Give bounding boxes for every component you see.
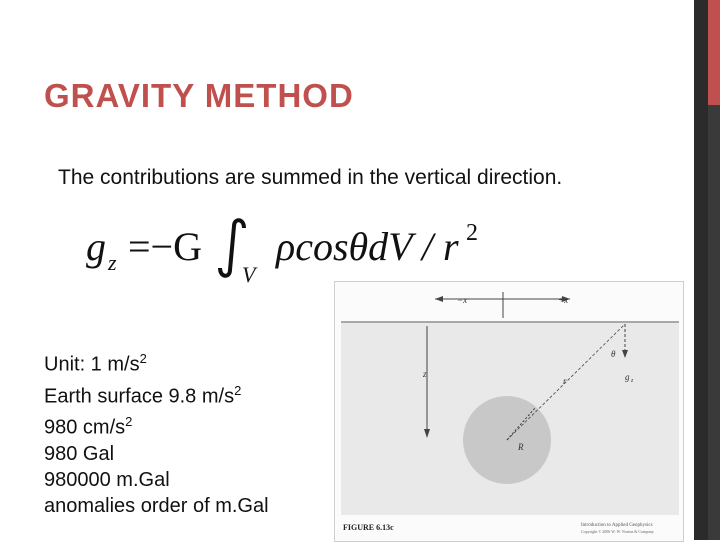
figure-caption: FIGURE 6.13c [343, 523, 394, 532]
formula-g: g [86, 224, 106, 269]
figure-credit-line2: Copyright © 2006 W. W. Norton & Company [581, 529, 654, 534]
side-bar-accent [708, 0, 720, 105]
figure-credit-line1: Introduction to Applied Geophysics [581, 523, 653, 528]
label-gz: g [625, 372, 630, 382]
unit-line: anomalies order of m.Gal [44, 494, 269, 517]
side-bar-dark [694, 0, 708, 540]
unit-line: Unit: 1 $m/s^2$ [44, 351, 147, 376]
label-z: z [423, 369, 427, 379]
formula-power: 2 [466, 220, 478, 246]
integral-sign [220, 220, 244, 276]
formula-operator: =−G [128, 224, 203, 269]
formula-g-subscript: z [108, 250, 117, 275]
neg-x-arrow-icon [435, 296, 443, 302]
gravity-formula [84, 214, 494, 286]
unit-list [44, 346, 269, 519]
formula-integral-subscript: V [242, 262, 256, 286]
side-bar-gray [708, 105, 720, 540]
label-neg-x: −x [457, 295, 468, 305]
label-gz-subscript: z [631, 378, 634, 384]
label-theta: θ [611, 349, 616, 359]
label-pos-x: +x [558, 295, 569, 305]
unit-line: 980 $cm/s^2$ [44, 414, 133, 439]
slide-title: GRAVITY METHOD [44, 77, 354, 114]
unit-line: 980000 m.Gal [44, 468, 170, 491]
intro-text: The contributions are summed in the vertical direction. [58, 166, 563, 189]
unit-line: 980 Gal [44, 442, 115, 465]
label-R: R [518, 442, 524, 452]
unit-line: Earth surface 9.8 $m/s^2$ [44, 382, 242, 408]
sphere-gravity-figure [334, 281, 684, 542]
formula-integrand: ρcosθdV / r [276, 224, 459, 269]
label-r: r [563, 376, 567, 386]
